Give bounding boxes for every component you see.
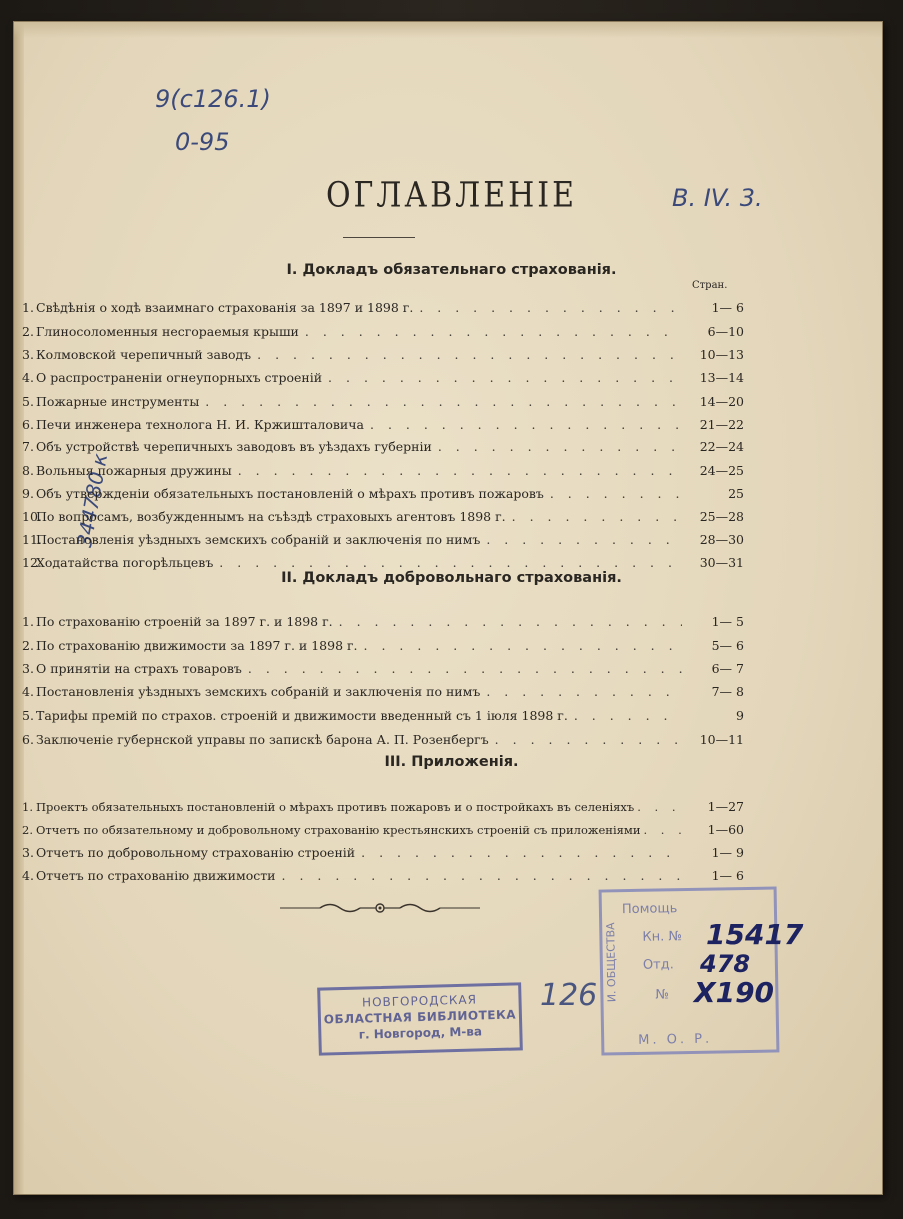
- toc-entry-title: О распространеніи огнеупорныхъ строеній: [36, 370, 323, 385]
- ornament-divider: [280, 899, 480, 917]
- toc-entry-number: 10.: [22, 509, 42, 524]
- toc-entry-number: 4.: [22, 868, 34, 883]
- toc-entry-pages: 25—28: [699, 509, 744, 524]
- toc-entry-number: 11.: [22, 532, 42, 547]
- toc-entry: [22, 684, 744, 705]
- toc-leader-dots: [328, 370, 682, 385]
- toc-entry-pages: 10—11: [699, 732, 744, 747]
- toc-entry-number: 2.: [22, 823, 33, 837]
- section-title: III. Приложенія.: [384, 754, 519, 770]
- toc-entry-pages: 6—10: [707, 324, 744, 339]
- toc-entry-number: 3.: [22, 661, 34, 676]
- toc-entry-pages: 9: [736, 708, 744, 723]
- toc-entry-number: 1.: [22, 614, 34, 629]
- toc-entry: [22, 300, 744, 321]
- toc-entry-title: Заключеніе губернской управы по запискѣ барона А. П. Розенбергъ: [36, 732, 489, 747]
- toc-entry-pages: 5— 6: [711, 638, 744, 653]
- toc-entry-pages: 28—30: [699, 532, 744, 547]
- toc-entry-number: 5.: [22, 394, 34, 409]
- toc-entry-title: Глиносоломенныя несгораемыя крыши: [36, 324, 299, 339]
- toc-entry: [22, 614, 744, 635]
- toc-entry-title: Свѣдѣнія о ходѣ взаимнаго страхованія за 1897 и 1898 г.: [36, 300, 414, 315]
- toc-entry: [22, 509, 744, 530]
- toc-leader-dots: [361, 845, 682, 860]
- toc-entry-number: 6.: [22, 732, 34, 747]
- toc-entry-number: 6.: [22, 417, 34, 432]
- toc-entry-title: Колмовской черепичный заводъ: [36, 347, 252, 362]
- toc-entry-pages: 1— 9: [711, 845, 744, 860]
- toc-leader-dots: [637, 800, 685, 814]
- title-rule: [343, 237, 415, 238]
- toc-entry-pages: 1—27: [707, 799, 744, 814]
- toc-leader-dots: [512, 509, 682, 524]
- library-stamp-line: г. Новгород, М-ва: [358, 1024, 483, 1042]
- toc-entry-title: По страхованію движимости за 1897 г. и 1898 г.: [36, 638, 358, 653]
- toc-entry-number: 3.: [22, 845, 34, 860]
- toc-entry-title: Отчетъ по обязательному и добровольному страхованію крестьянскихъ строеній съ приложеніями: [36, 823, 641, 837]
- toc-entry: [22, 463, 744, 484]
- toc-leader-dots: [419, 300, 682, 315]
- toc-entry-number: 5.: [22, 708, 34, 723]
- toc-leader-dots: [248, 661, 682, 676]
- toc-entry-number: 4.: [22, 684, 34, 699]
- toc-entry-number: 1.: [22, 800, 33, 814]
- shelf-mark: 9(с126.1): [155, 85, 271, 113]
- toc-leader-dots: [339, 614, 682, 629]
- toc-entry-title: По страхованію строеній за 1897 г. и 1898 г.: [36, 614, 333, 629]
- toc-entry: [22, 822, 744, 843]
- inventory-item-number: Х190: [694, 976, 775, 1009]
- toc-leader-dots: [282, 868, 682, 883]
- toc-entry: [22, 661, 744, 682]
- toc-entry: [22, 394, 744, 415]
- toc-entry: [22, 868, 744, 889]
- toc-entry-pages: 30—31: [699, 555, 744, 570]
- toc-entry-pages: 1— 5: [711, 614, 744, 629]
- inventory-stamp-header: Помощь: [621, 901, 678, 918]
- toc-entry-title: Постановленія уѣздныхъ земскихъ собраній и заключенія по нимъ: [36, 532, 481, 547]
- page-top-edge: [14, 22, 882, 38]
- toc-entry-number: 2.: [22, 638, 34, 653]
- toc-leader-dots: [574, 708, 682, 723]
- toc-entry-title: Объ устройствѣ черепичныхъ заводовъ въ уѣздахъ губерніи: [36, 439, 432, 454]
- toc-entry-number: 3.: [22, 347, 34, 362]
- toc-leader-dots: [364, 638, 682, 653]
- inventory-vertical-note: 344780 к: [72, 451, 113, 550]
- toc-entry-title: Отчетъ по страхованію движимости: [36, 868, 276, 883]
- toc-entry: [22, 324, 744, 345]
- toc-entry-title: Постановленія уѣздныхъ земскихъ собраній и заключенія по нимъ: [36, 684, 481, 699]
- toc-entry-pages: 24—25: [699, 463, 744, 478]
- toc-entry-title: Ходатайства погорѣльцевъ: [36, 555, 214, 570]
- handwritten-page-number: 126: [540, 978, 598, 1013]
- toc-leader-dots: [205, 394, 682, 409]
- toc-entry-number: 4.: [22, 370, 34, 385]
- page-title: [0, 175, 903, 216]
- toc-entry-pages: 13—14: [699, 370, 744, 385]
- toc-entry-number: 9.: [22, 486, 34, 501]
- inventory-stamp-footer: М. О. Р.: [638, 1031, 713, 1048]
- library-stamp-line: ОБЛАСТНАЯ БИБЛИОТЕКА: [323, 1007, 517, 1027]
- toc-entry-title: Объ утвержденіи обязательныхъ постановленій о мѣрахъ противъ пожаровъ: [36, 486, 544, 501]
- library-stamp-line: НОВГОРОДСКАЯ: [361, 992, 478, 1010]
- toc-entry-pages: 1— 6: [711, 300, 744, 315]
- toc-entry-title: Пожарные инструменты: [36, 394, 200, 409]
- page-title-text: ОГЛАВЛЕНIЕ: [325, 175, 578, 216]
- toc-entry-pages: 21—22: [699, 417, 744, 432]
- toc-entry: [22, 532, 744, 553]
- toc-entry: [22, 845, 744, 866]
- corner-mark: В. IV. 3.: [672, 184, 763, 212]
- toc-entry: [22, 417, 744, 438]
- toc-leader-dots: [370, 417, 682, 432]
- toc-entry-number: 1.: [22, 300, 34, 315]
- pages-column-label: Стран.: [692, 280, 728, 291]
- inventory-dept-number: 478: [700, 950, 751, 978]
- inventory-number-label: №: [655, 987, 670, 1003]
- inventory-book-label: Кн. №: [642, 929, 683, 945]
- section-title: II. Докладъ добровольнаго страхованія.: [281, 570, 622, 586]
- toc-entry-title: Проектъ обязательныхъ постановленій о мѣрахъ противъ пожаровъ и о постройкахъ въ селеніяхъ: [36, 800, 635, 814]
- inventory-dept-label: Отд.: [642, 957, 674, 973]
- toc-entry: [22, 370, 744, 391]
- inventory-book-number: 15417: [706, 918, 804, 951]
- toc-entry-title: Тарифы премій по страхов. строеній и движимости введенный съ 1 іюля 1898 г.: [36, 708, 568, 723]
- library-stamp: [317, 982, 523, 1055]
- toc-entry-number: 8.: [22, 463, 34, 478]
- toc-entry-number: 2.: [22, 324, 34, 339]
- toc-entry: [22, 708, 744, 729]
- toc-leader-dots: [486, 532, 682, 547]
- toc-entry-title: Печи инженера технолога Н. И. Кржишталовича: [36, 417, 364, 432]
- toc-entry-pages: 10—13: [699, 347, 744, 362]
- toc-leader-dots: [550, 486, 682, 501]
- toc-leader-dots: [257, 347, 682, 362]
- toc-entry: [22, 347, 744, 368]
- toc-entry-pages: 6— 7: [711, 661, 744, 676]
- section-title: I. Докладъ обязательнаго страхованія.: [286, 262, 617, 278]
- toc-entry-number: 7.: [22, 439, 34, 454]
- toc-leader-dots: [644, 823, 686, 837]
- toc-entry-title: По вопросамъ, возбужденнымъ на съѣздѣ страховыхъ агентовъ 1898 г.: [36, 509, 506, 524]
- toc-entry: [22, 638, 744, 659]
- toc-entry-pages: 1— 6: [711, 868, 744, 883]
- toc-entry-pages: 7— 8: [711, 684, 744, 699]
- toc-entry-title: Вольныя пожарныя дружины: [36, 463, 232, 478]
- toc-entry-title: Отчетъ по добровольному страхованію строеній: [36, 845, 356, 860]
- toc-entry-pages: 14—20: [699, 394, 744, 409]
- toc-leader-dots: [486, 684, 682, 699]
- shelf-mark-secondary: 0-95: [175, 128, 230, 156]
- toc-entry-title: О принятіи на страхъ товаровъ: [36, 661, 242, 676]
- toc-leader-dots: [219, 555, 682, 570]
- toc-entry: [22, 439, 744, 460]
- inventory-stamp-side: И. ОБЩЕСТВА: [604, 922, 619, 1003]
- toc-entry-number: 12.: [22, 555, 42, 570]
- toc-entry: [22, 799, 744, 820]
- toc-entry: [22, 732, 744, 753]
- toc-leader-dots: [495, 732, 682, 747]
- toc-entry-pages: 22—24: [699, 439, 744, 454]
- toc-entry-pages: 25: [728, 486, 744, 501]
- inventory-stamp: [599, 886, 780, 1055]
- toc-entry-pages: 1—60: [707, 822, 744, 837]
- toc-entry: [22, 486, 744, 507]
- toc-leader-dots: [438, 439, 682, 454]
- toc-leader-dots: [305, 324, 682, 339]
- toc-leader-dots: [238, 463, 682, 478]
